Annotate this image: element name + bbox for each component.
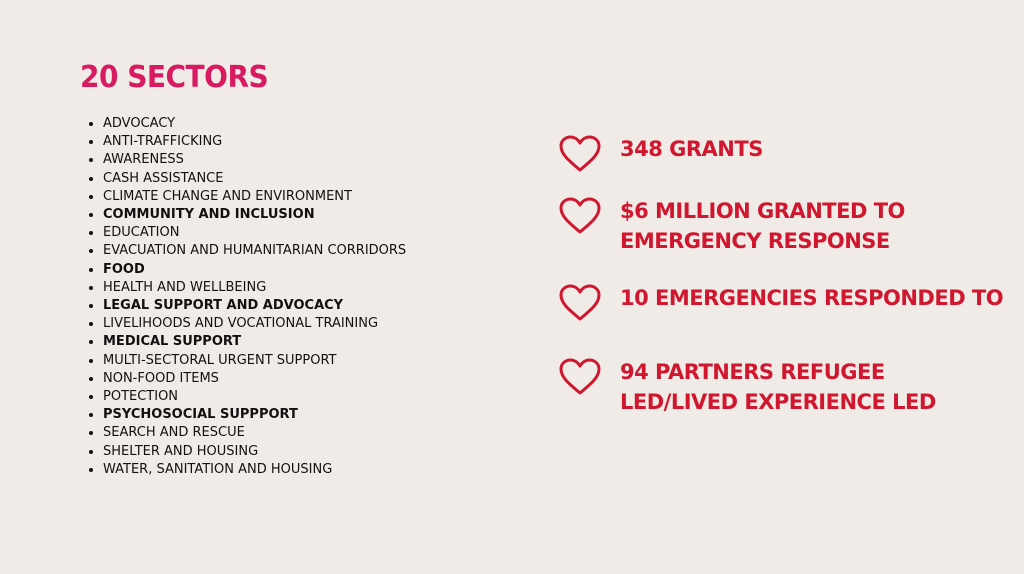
sector-item: • ANTI-TRAFFICKING bbox=[103, 133, 406, 151]
stat-text bbox=[620, 357, 936, 417]
sector-item: • NON-FOOD ITEMS bbox=[103, 370, 406, 388]
heart-icon bbox=[558, 196, 602, 236]
heart-icon bbox=[558, 357, 602, 397]
sector-item: • AWARENESS bbox=[103, 151, 406, 169]
stat-text bbox=[620, 134, 763, 164]
sector-item: • HEALTH AND WELLBEING bbox=[103, 279, 406, 297]
sector-item: • SEARCH AND RESCUE bbox=[103, 424, 406, 442]
stat-line: EMERGENCY RESPONSE bbox=[620, 229, 890, 253]
heart-icon bbox=[558, 134, 602, 174]
sector-item: • CASH ASSISTANCE bbox=[103, 170, 406, 188]
sector-item: • PSYCHOSOCIAL SUPPPORT bbox=[103, 406, 406, 424]
stat-funding bbox=[558, 196, 905, 256]
sector-list bbox=[88, 115, 406, 479]
heart-icon bbox=[558, 283, 602, 323]
sector-item: • EVACUATION AND HUMANITARIAN CORRIDORS bbox=[103, 242, 406, 260]
stat-emergencies bbox=[558, 283, 1003, 323]
sector-item: • EDUCATION bbox=[103, 224, 406, 242]
sector-item: • CLIMATE CHANGE AND ENVIRONMENT bbox=[103, 188, 406, 206]
sector-item: • LEGAL SUPPORT AND ADVOCACY bbox=[103, 297, 406, 315]
sector-item: • LIVELIHOODS AND VOCATIONAL TRAINING bbox=[103, 315, 406, 333]
sector-item: • FOOD bbox=[103, 261, 406, 279]
stat-line: $6 MILLION GRANTED TO bbox=[620, 199, 905, 223]
sector-item: • ADVOCACY bbox=[103, 115, 406, 133]
stat-grants bbox=[558, 134, 763, 174]
sector-item: • MULTI-SECTORAL URGENT SUPPORT bbox=[103, 352, 406, 370]
stat-line: 348 GRANTS bbox=[620, 137, 763, 161]
stat-text bbox=[620, 283, 1003, 313]
stat-line: 94 PARTNERS REFUGEE bbox=[620, 360, 885, 384]
sector-item: • COMMUNITY AND INCLUSION bbox=[103, 206, 406, 224]
page-title: 20 SECTORS bbox=[80, 58, 269, 95]
stat-line: LED/LIVED EXPERIENCE LED bbox=[620, 390, 936, 414]
stat-partners bbox=[558, 357, 936, 417]
sector-item: • SHELTER AND HOUSING bbox=[103, 443, 406, 461]
sector-item: • WATER, SANITATION AND HOUSING bbox=[103, 461, 406, 479]
stat-text bbox=[620, 196, 905, 256]
sector-item: • POTECTION bbox=[103, 388, 406, 406]
sector-item: • MEDICAL SUPPORT bbox=[103, 333, 406, 351]
stat-line: 10 EMERGENCIES RESPONDED TO bbox=[620, 286, 1004, 310]
